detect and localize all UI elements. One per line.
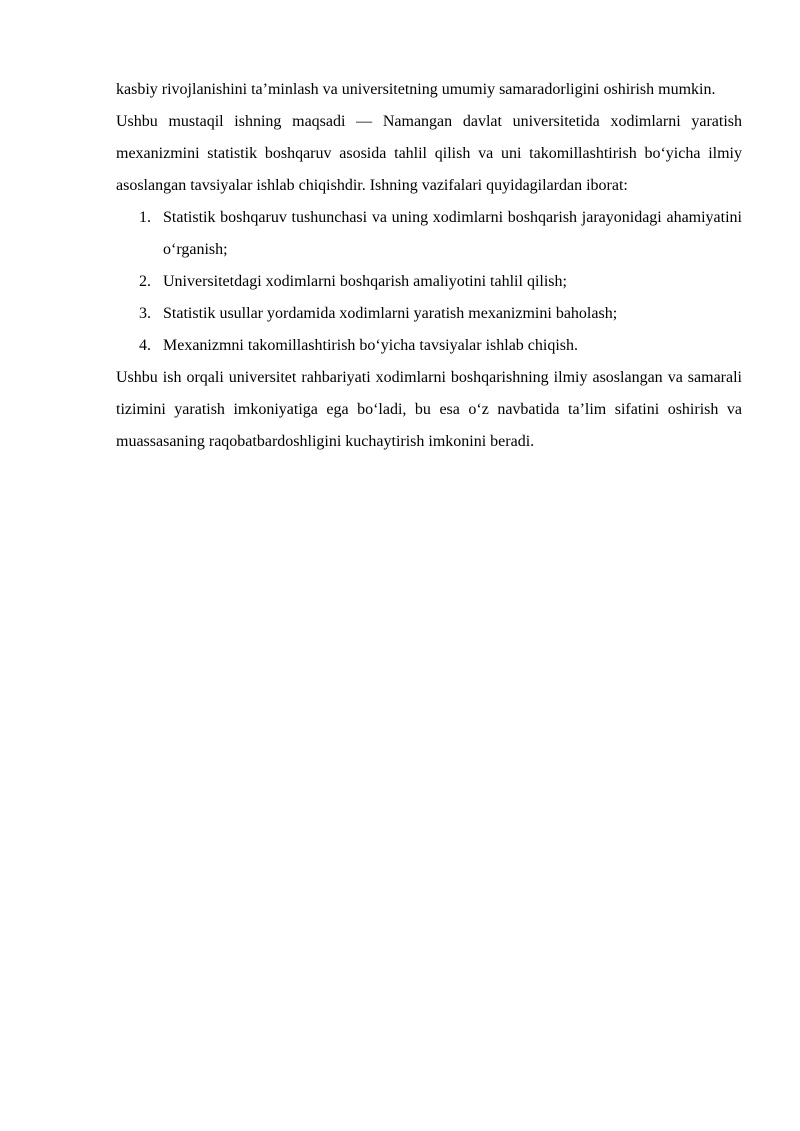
- list-item-text: Statistik boshqaruv tushunchasi va uning xodimlarni boshqarish jarayonidagi ahamiyatini o‘rganish;: [163, 209, 742, 258]
- list-item: [116, 330, 742, 362]
- list-item-text: Universitetdagi xodimlarni boshqarish amaliyotini tahlil qilish;: [163, 273, 567, 290]
- list-item-number: 1.: [139, 209, 151, 226]
- paragraph-goal: Ushbu mustaqil ishning maqsadi — Namangan davlat universitetida xodimlarni yaratish mexanizmini statistik boshqaruv asosida tahlil qilish va uni takomillashtirish bo‘yicha ilmiy asoslangan tavsiyalar ishlab chiqishdir. Ishning vazifalari quyidagilardan iborat:: [116, 113, 742, 194]
- list-item-text: Mexanizmni takomillashtirish bo‘yicha tavsiyalar ishlab chiqish.: [163, 337, 579, 354]
- list-item-text: Statistik usullar yordamida xodimlarni yaratish mexanizmini baholash;: [163, 305, 618, 322]
- list-item-number: 2.: [139, 273, 151, 290]
- list-item: [116, 266, 742, 298]
- paragraph-conclusion: Ushbu ish orqali universitet rahbariyati xodimlarni boshqarishning ilmiy asoslangan va samarali tizimini yaratish imkoniyatiga ega bo‘ladi, bu esa o‘z navbatida ta’lim sifatini oshirish va muassasaning raqobatbardoshligini kuchaytirish imkonini beradi.: [116, 369, 742, 450]
- tasks-list: [116, 202, 742, 362]
- list-item: [116, 298, 742, 330]
- list-item: [116, 202, 742, 266]
- paragraph-continuation: kasbiy rivojlanishini ta’minlash va universitetning umumiy samaradorligini oshirish mumkin.: [116, 81, 716, 98]
- list-item-number: 4.: [139, 337, 151, 354]
- document-body: [116, 74, 742, 458]
- list-item-number: 3.: [139, 305, 151, 322]
